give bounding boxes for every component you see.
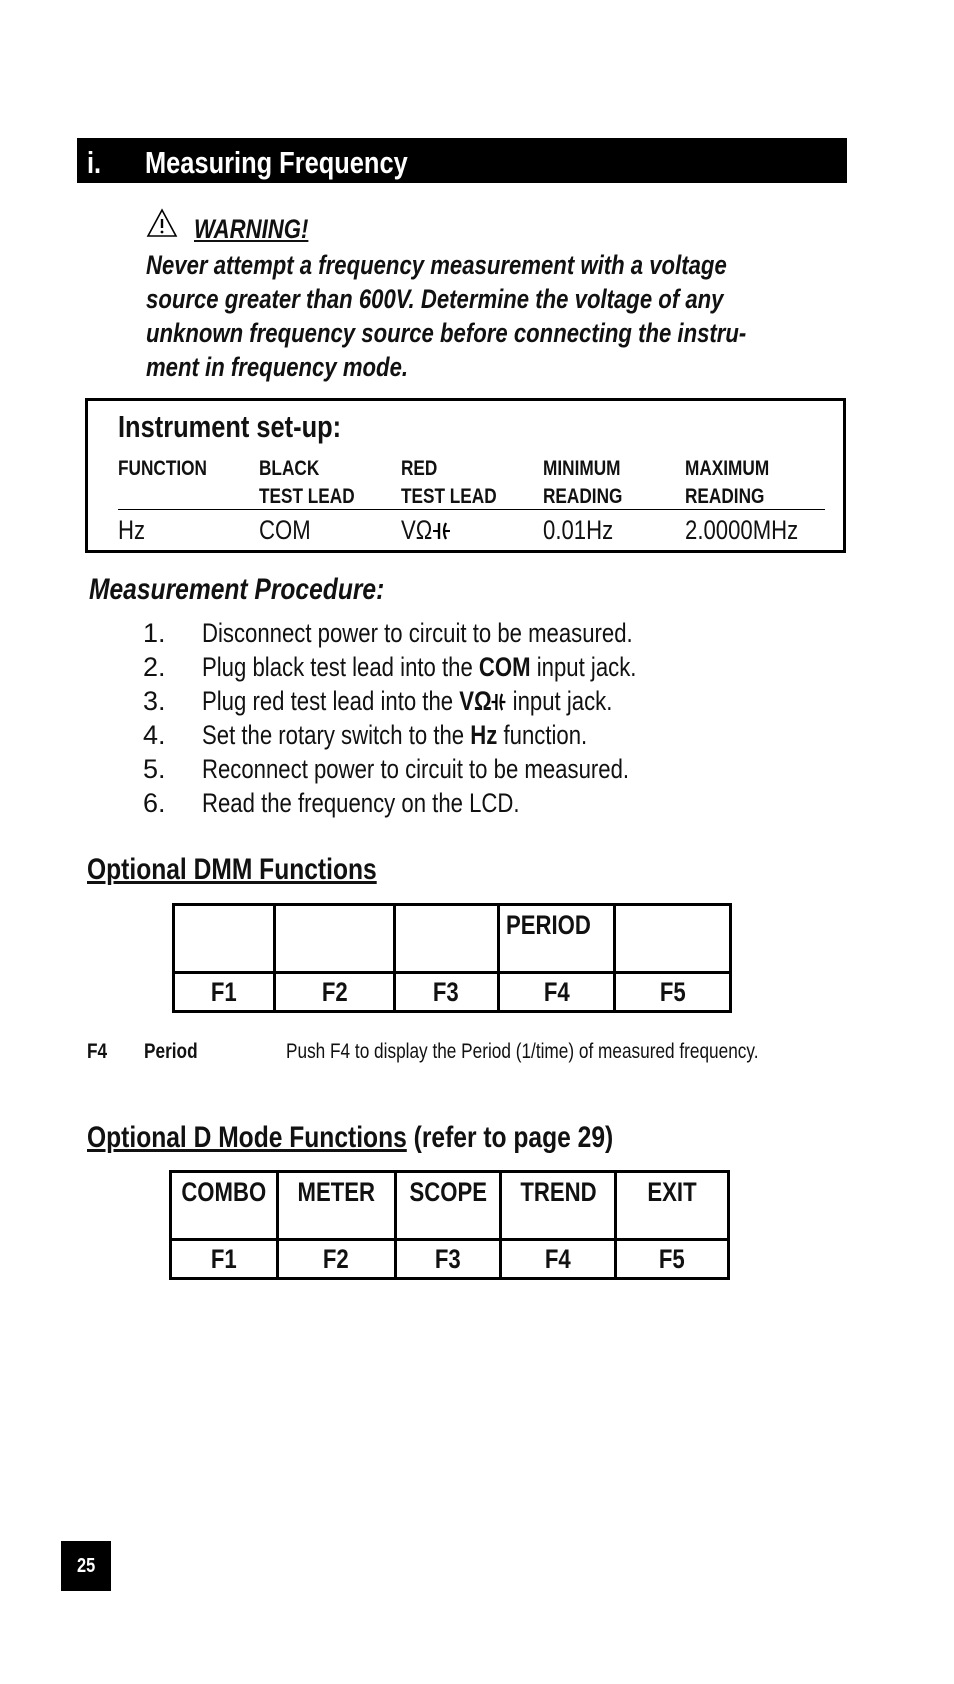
function-label: PERIOD: [498, 905, 614, 973]
column-header-sub: READING: [543, 485, 623, 508]
section-title: Measuring Frequency: [145, 145, 408, 180]
column-header: MAXIMUM: [685, 457, 770, 480]
procedure-title-text: Measurement Procedure:: [89, 573, 385, 606]
step-number: 5.: [143, 754, 166, 784]
desc-key: F4: [87, 1040, 108, 1063]
dmode-functions-title: Optional D Mode Functions: [87, 1121, 407, 1154]
page-number-text: 25: [76, 1554, 96, 1577]
function-key: F5: [615, 1240, 728, 1279]
function-key: F2: [275, 973, 394, 1012]
column-header: BLACK: [259, 457, 320, 480]
step-text: Plug red test lead into the VΩ input jack.: [202, 686, 613, 716]
column-header-sub: TEST LEAD: [401, 485, 497, 508]
function-key: F2: [277, 1240, 395, 1279]
step-number: 1.: [143, 618, 166, 648]
step-number: 6.: [143, 788, 166, 818]
function-label: METER: [277, 1172, 395, 1240]
warning-line: unknown frequency source before connecting the instru-: [146, 318, 747, 348]
setup-column-min-reading: [543, 455, 693, 545]
section-number: i.: [87, 145, 102, 180]
table-row: [171, 1240, 729, 1279]
table-row: [174, 905, 731, 973]
step-number: 3.: [143, 686, 166, 716]
page-number: [61, 1541, 111, 1591]
setup-title: Instrument set-up:: [118, 409, 342, 444]
function-label: [394, 905, 498, 973]
function-key: F4: [501, 1240, 616, 1279]
function-label: COMBO: [171, 1172, 278, 1240]
function-key: F1: [171, 1240, 278, 1279]
function-key: F3: [394, 973, 498, 1012]
dmode-page-reference: (refer to page 29): [406, 1121, 614, 1154]
table-row: [171, 1172, 729, 1240]
setup-column-max-reading: [685, 455, 835, 545]
setup-column-function: [118, 455, 268, 545]
column-value: 0.01Hz: [543, 515, 614, 545]
function-label: EXIT: [615, 1172, 728, 1240]
function-key: F5: [614, 973, 730, 1012]
capacitor-icon: [433, 520, 451, 542]
instrument-setup-box: [85, 398, 846, 553]
dmm-function-keys-table: [172, 903, 732, 1013]
dmm-functions-heading: [87, 853, 440, 887]
section-header: [77, 138, 847, 183]
step-text: Plug black test lead into the COM input jack.: [202, 652, 637, 682]
function-label: SCOPE: [395, 1172, 500, 1240]
column-header: MINIMUM: [543, 457, 621, 480]
column-header: FUNCTION: [118, 457, 207, 480]
step-number: 2.: [143, 652, 166, 682]
function-label: [174, 905, 275, 973]
function-label: TREND: [501, 1172, 616, 1240]
dmm-functions-title: Optional DMM Functions: [87, 853, 377, 886]
function-key: F4: [498, 973, 614, 1012]
column-value: 2.0000MHz: [685, 515, 799, 545]
column-header: RED: [401, 457, 438, 480]
procedure-title: [89, 573, 449, 607]
warning-label: WARNING!: [194, 214, 309, 244]
desc-text: Push F4 to display the Period (1/time) of measured frequency.: [286, 1040, 759, 1063]
step-text: Read the frequency on the LCD.: [202, 788, 520, 818]
warning-line: Never attempt a frequency measurement with a voltage: [146, 250, 727, 280]
column-value: COM: [259, 515, 311, 545]
warning-line: ment in frequency mode.: [146, 352, 409, 382]
step-text: Set the rotary switch to the Hz function.: [202, 720, 588, 750]
function-key: F1: [174, 973, 275, 1012]
dmode-functions-heading: [87, 1121, 729, 1155]
setup-column-black-lead: [259, 455, 409, 545]
table-row: [174, 973, 731, 1012]
setup-divider: [118, 509, 825, 510]
step-text: Disconnect power to circuit to be measured.: [202, 618, 633, 648]
desc-name: Period: [144, 1040, 198, 1063]
function-key: F3: [395, 1240, 500, 1279]
column-value: Hz: [118, 515, 146, 545]
column-header-sub: TEST LEAD: [259, 485, 355, 508]
step-text: Reconnect power to circuit to be measured.: [202, 754, 630, 784]
capacitor-icon: [492, 691, 507, 713]
warning-triangle-icon: [146, 208, 178, 238]
column-value: VΩ: [401, 515, 433, 545]
function-label: [614, 905, 730, 973]
function-label: [275, 905, 394, 973]
step-number: 4.: [143, 720, 166, 750]
dmode-function-keys-table: [169, 1170, 730, 1280]
warning-line: source greater than 600V. Determine the voltage of any: [146, 284, 724, 314]
column-header-sub: READING: [685, 485, 765, 508]
warning-text: [146, 248, 818, 384]
setup-column-red-lead: [401, 455, 551, 545]
